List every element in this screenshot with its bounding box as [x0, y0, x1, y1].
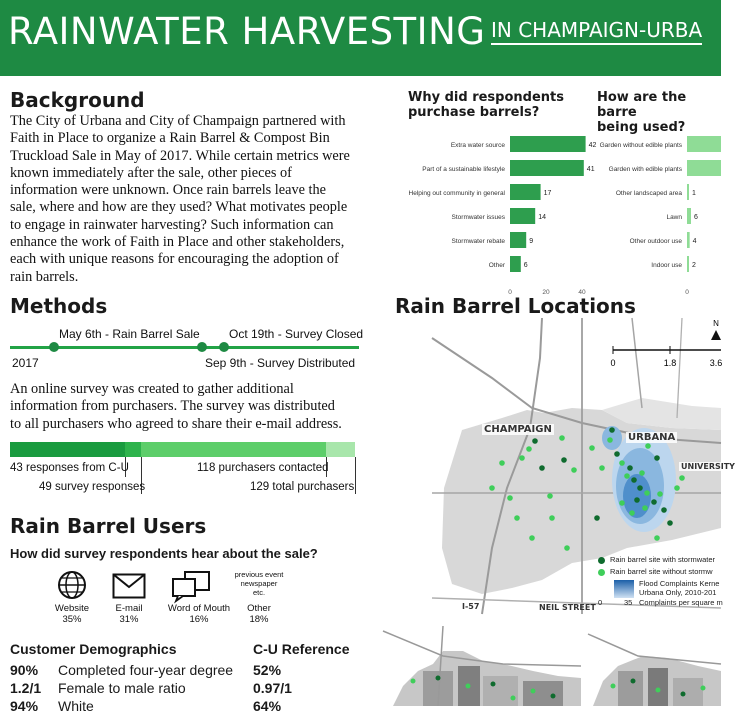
demo-label: Female to male ratio	[58, 680, 186, 696]
map-site-dot	[651, 499, 657, 505]
legend-light-dot	[598, 569, 605, 576]
map-site-dot	[571, 467, 577, 473]
map-site-dot	[661, 507, 667, 513]
axis-tick-label: 0	[508, 289, 512, 296]
axis-tick-label: 0	[685, 289, 689, 296]
background-line: information were unknown. Once rain barrels leave the	[10, 182, 326, 199]
legend-dark-dot	[598, 557, 605, 564]
methods-line: An online survey was created to gather additional	[10, 381, 294, 397]
label-survey-responses: 49 survey responses	[39, 481, 146, 493]
bar	[687, 256, 689, 272]
bar-value-label: 6	[694, 214, 698, 221]
methods-heading: Methods	[10, 294, 108, 318]
axis-tick-label: 20	[542, 289, 550, 296]
bar-category-label: Lawn	[666, 214, 682, 221]
bar-category-label: Other landscaped area	[615, 190, 682, 197]
map-site-dot	[619, 460, 625, 466]
timeline-line	[10, 346, 359, 349]
map-label-champaign: CHAMPAIGN	[484, 424, 552, 435]
demo-value: 94%	[10, 698, 39, 714]
background-paragraph	[10, 113, 375, 286]
axis-tick-label: 40	[578, 289, 586, 296]
thumb-right-site	[701, 686, 706, 691]
thumbnail-map-right	[588, 626, 721, 706]
bar-category-label: Garden with edible plants	[608, 166, 682, 173]
thumb-left-site	[466, 684, 471, 689]
demo-ref: 64%	[253, 698, 282, 714]
background-line: to engage in rainwater harvesting? Such information can	[10, 216, 334, 233]
map-site-dot	[489, 485, 495, 491]
map-site-dot	[634, 497, 640, 503]
map-site-dot	[561, 457, 567, 463]
bar-category-label: Other outdoor use	[629, 238, 682, 245]
thumb-right-site	[656, 688, 661, 693]
bar-category-label: Stormwater issues	[451, 214, 505, 221]
timeline-closed-label: Oct 19th - Survey Closed	[229, 327, 364, 341]
demo-value: 90%	[10, 662, 39, 678]
bar	[687, 160, 721, 176]
tick-total	[355, 457, 356, 494]
page-title: RAINWATER HARVESTING	[8, 10, 486, 53]
map-site-dot	[564, 545, 570, 551]
users-question: How did survey respondents hear about the sale?	[10, 546, 318, 561]
background-line: The City of Urbana and City of Champaign partnered with	[10, 113, 346, 129]
other-note-line: previous event	[234, 570, 284, 579]
envelope-icon	[112, 573, 146, 599]
map-site-dot	[589, 445, 595, 451]
label-cu-responses: 43 responses from C-U	[10, 462, 129, 474]
demo-label: White	[58, 698, 94, 714]
demo-label: Completed four-year degree	[58, 662, 234, 678]
map-site-dot	[507, 495, 513, 501]
map-site-dot	[594, 515, 600, 521]
bar-value-label: 9	[529, 238, 534, 245]
bar-value-label: 1	[692, 190, 696, 197]
thumb-left-site	[551, 694, 556, 699]
timeline-sale-label: May 6th - Rain Barrel Sale	[59, 327, 200, 341]
thumb-left-block	[483, 676, 518, 706]
bar-category-label: Other	[488, 262, 505, 269]
thumb-right-site	[681, 692, 686, 697]
background-heading: Background	[10, 88, 145, 112]
map-site-dot	[642, 505, 648, 511]
bar-category-label: Extra water source	[450, 142, 505, 149]
map-site-dot	[629, 510, 635, 516]
bar	[510, 232, 526, 248]
bar	[687, 136, 721, 152]
legend-no-stormwater: Rain barrel site without stormw	[610, 567, 713, 576]
thumb-left-site	[411, 679, 416, 684]
other-note-line: newspaper	[240, 579, 278, 588]
bar-category-label: Indoor use	[651, 262, 682, 269]
source-word-of-mouth-pct: 16%	[189, 614, 209, 625]
source-other-pct: 18%	[249, 614, 269, 625]
map-site-dot	[619, 500, 625, 506]
bar-value-label: 2	[692, 262, 696, 269]
bar-category-label: Helping out community in general	[408, 190, 505, 197]
label-total-purchasers: 129 total purchasers	[250, 481, 355, 493]
bar	[510, 208, 535, 224]
demo-value: 1.2/1	[10, 680, 42, 696]
map-heading: Rain Barrel Locations	[395, 294, 636, 318]
legend-flood-max: 35	[624, 598, 633, 607]
bar	[687, 232, 690, 248]
chart-use-title-line: being used?	[597, 120, 686, 135]
label-purchasers-contacted: 118 purchasers contacted	[197, 462, 329, 474]
chart-use	[595, 130, 721, 296]
map-site-dot	[631, 477, 637, 483]
map-site-dot	[547, 493, 553, 499]
thumb-right-site	[611, 684, 616, 689]
source-website-label: Website	[54, 603, 90, 614]
chart-why-title: Why did respondents purchase barrels?	[408, 90, 564, 120]
scale-label-1: 1.8	[663, 358, 677, 368]
thumb-left-site	[531, 689, 536, 694]
thumb-right-block	[618, 671, 643, 706]
globe-icon	[55, 570, 89, 600]
timeline-dot-closed	[219, 342, 229, 352]
map-label-university: UNIVERSITY	[681, 462, 735, 471]
map-site-dot	[654, 535, 660, 541]
thumb-left-site	[491, 682, 496, 687]
map-site-dot	[559, 435, 565, 441]
map-site-dot	[614, 451, 620, 457]
timeline-dot-distributed	[197, 342, 207, 352]
north-arrow-label: N	[713, 319, 719, 328]
speech-bubble-icon	[171, 570, 211, 602]
background-line: rain barrels.	[10, 268, 79, 285]
source-other-note	[228, 570, 290, 597]
scale-label-0: 0	[610, 358, 616, 368]
map-site-dot	[519, 455, 525, 461]
timeline-distributed-label: Sep 9th - Survey Distributed	[205, 356, 356, 370]
map-site-dot	[679, 475, 685, 481]
thumb-left-site	[511, 696, 516, 701]
scale-label-2: 3.6	[709, 358, 723, 368]
map-site-dot	[609, 427, 615, 433]
thumb-left-block	[523, 681, 563, 706]
thumb-right-block	[648, 668, 668, 706]
bar-category-label: Garden without edible plants	[599, 142, 682, 149]
bar-value-label: 14	[538, 214, 546, 221]
bar-category-label: Stormwater rebate	[451, 238, 505, 245]
map-site-dot	[674, 485, 680, 491]
legend-kernel-swatch	[614, 580, 634, 598]
bar-value-label: 4	[692, 238, 697, 245]
map-site-dot	[637, 485, 643, 491]
map-site-dot	[607, 437, 613, 443]
other-note-line: etc.	[252, 588, 266, 597]
map-site-dot	[644, 490, 650, 496]
map-site-dot	[657, 491, 663, 497]
source-other-label: Other	[247, 603, 271, 614]
legend-flood-unit: Complaints per square m	[639, 598, 723, 607]
bar-category-label: Part of a sustainable lifestyle	[422, 166, 505, 173]
map-site-dot	[624, 473, 630, 479]
background-line: Faith in Place to organize a Rain Barrel & Compost Bin	[10, 130, 330, 147]
legend-flood-min: 0	[598, 598, 603, 607]
map-site-dot	[654, 455, 660, 461]
background-line: each with unique reasons for encouraging the adoption of	[10, 251, 339, 268]
thumb-right-site	[631, 679, 636, 684]
bar	[687, 208, 691, 224]
source-website-pct: 35%	[62, 614, 82, 625]
timeline-year: 2017	[12, 356, 39, 370]
map-site-dot	[627, 465, 633, 471]
background-line: enhance the work of Faith in Place and other stakeholders,	[10, 234, 345, 251]
users-heading: Rain Barrel Users	[10, 514, 207, 538]
chart-use-title	[597, 90, 721, 135]
map-site-dot	[645, 443, 651, 449]
thumb-left-site	[436, 676, 441, 681]
timeline-dot-sale	[49, 342, 59, 352]
bar-value-label: 6	[523, 262, 528, 269]
map-site-dot	[549, 515, 555, 521]
response-bar-cu	[10, 442, 125, 457]
bar	[687, 184, 689, 200]
chart-use-title-line: How are the barre	[597, 90, 687, 120]
flood-kernel-inner	[623, 474, 651, 518]
bar-value-label: 17	[543, 190, 552, 197]
legend-flood-sub: Urbana Only, 2010-201	[639, 588, 717, 597]
map-site-dot	[539, 465, 545, 471]
background-line: sale, where and how are they used? What motivates people	[10, 199, 348, 216]
bar	[510, 256, 521, 272]
source-email-label: E-mail	[115, 603, 143, 614]
page-subtitle: IN CHAMPAIGN-URBA	[491, 18, 702, 45]
chart-why	[395, 130, 597, 296]
map-site-dot	[667, 520, 673, 526]
demo-ref: 52%	[253, 662, 282, 678]
bar-value-label: 42	[588, 142, 597, 149]
map-site-dot	[526, 446, 532, 452]
map-site-dot	[529, 535, 535, 541]
map-site-dot	[639, 470, 645, 476]
demo-ref: 0.97/1	[253, 680, 292, 696]
map-label-urbana: URBANA	[628, 432, 676, 443]
map-site-dot	[532, 438, 538, 444]
background-line: Truckload Sale in May of 2017. While certain metrics were	[10, 147, 350, 164]
source-word-of-mouth-label: Word of Mouth	[167, 603, 231, 614]
methods-line: information from purchasers. The survey was distributed	[10, 398, 335, 415]
source-email-pct: 31%	[119, 614, 139, 625]
demographics-heading: Customer Demographics	[10, 641, 177, 657]
reference-heading: C-U Reference	[253, 641, 350, 657]
legend-flood-title: Flood Complaints Kerne	[639, 579, 720, 588]
bar	[510, 184, 541, 200]
bar	[510, 136, 586, 152]
thumb-right-block	[673, 678, 703, 706]
thumbnail-map-left	[383, 626, 581, 706]
bar	[510, 160, 584, 176]
legend-stormwater: Rain barrel site with stormwater	[610, 555, 716, 564]
page-header	[0, 0, 721, 76]
methods-paragraph	[10, 381, 375, 433]
methods-line: to all purchasers who agreed to share their e-mail address.	[10, 415, 342, 432]
map-site-dot	[499, 460, 505, 466]
bar-value-label: 41	[586, 166, 595, 173]
map-site-dot	[599, 465, 605, 471]
map-label-neil-street: NEIL STREET	[539, 603, 596, 612]
background-line: known immediately after the sale, other pieces of	[10, 164, 292, 181]
map-label-i57: I-57	[462, 602, 480, 611]
map-site-dot	[514, 515, 520, 521]
